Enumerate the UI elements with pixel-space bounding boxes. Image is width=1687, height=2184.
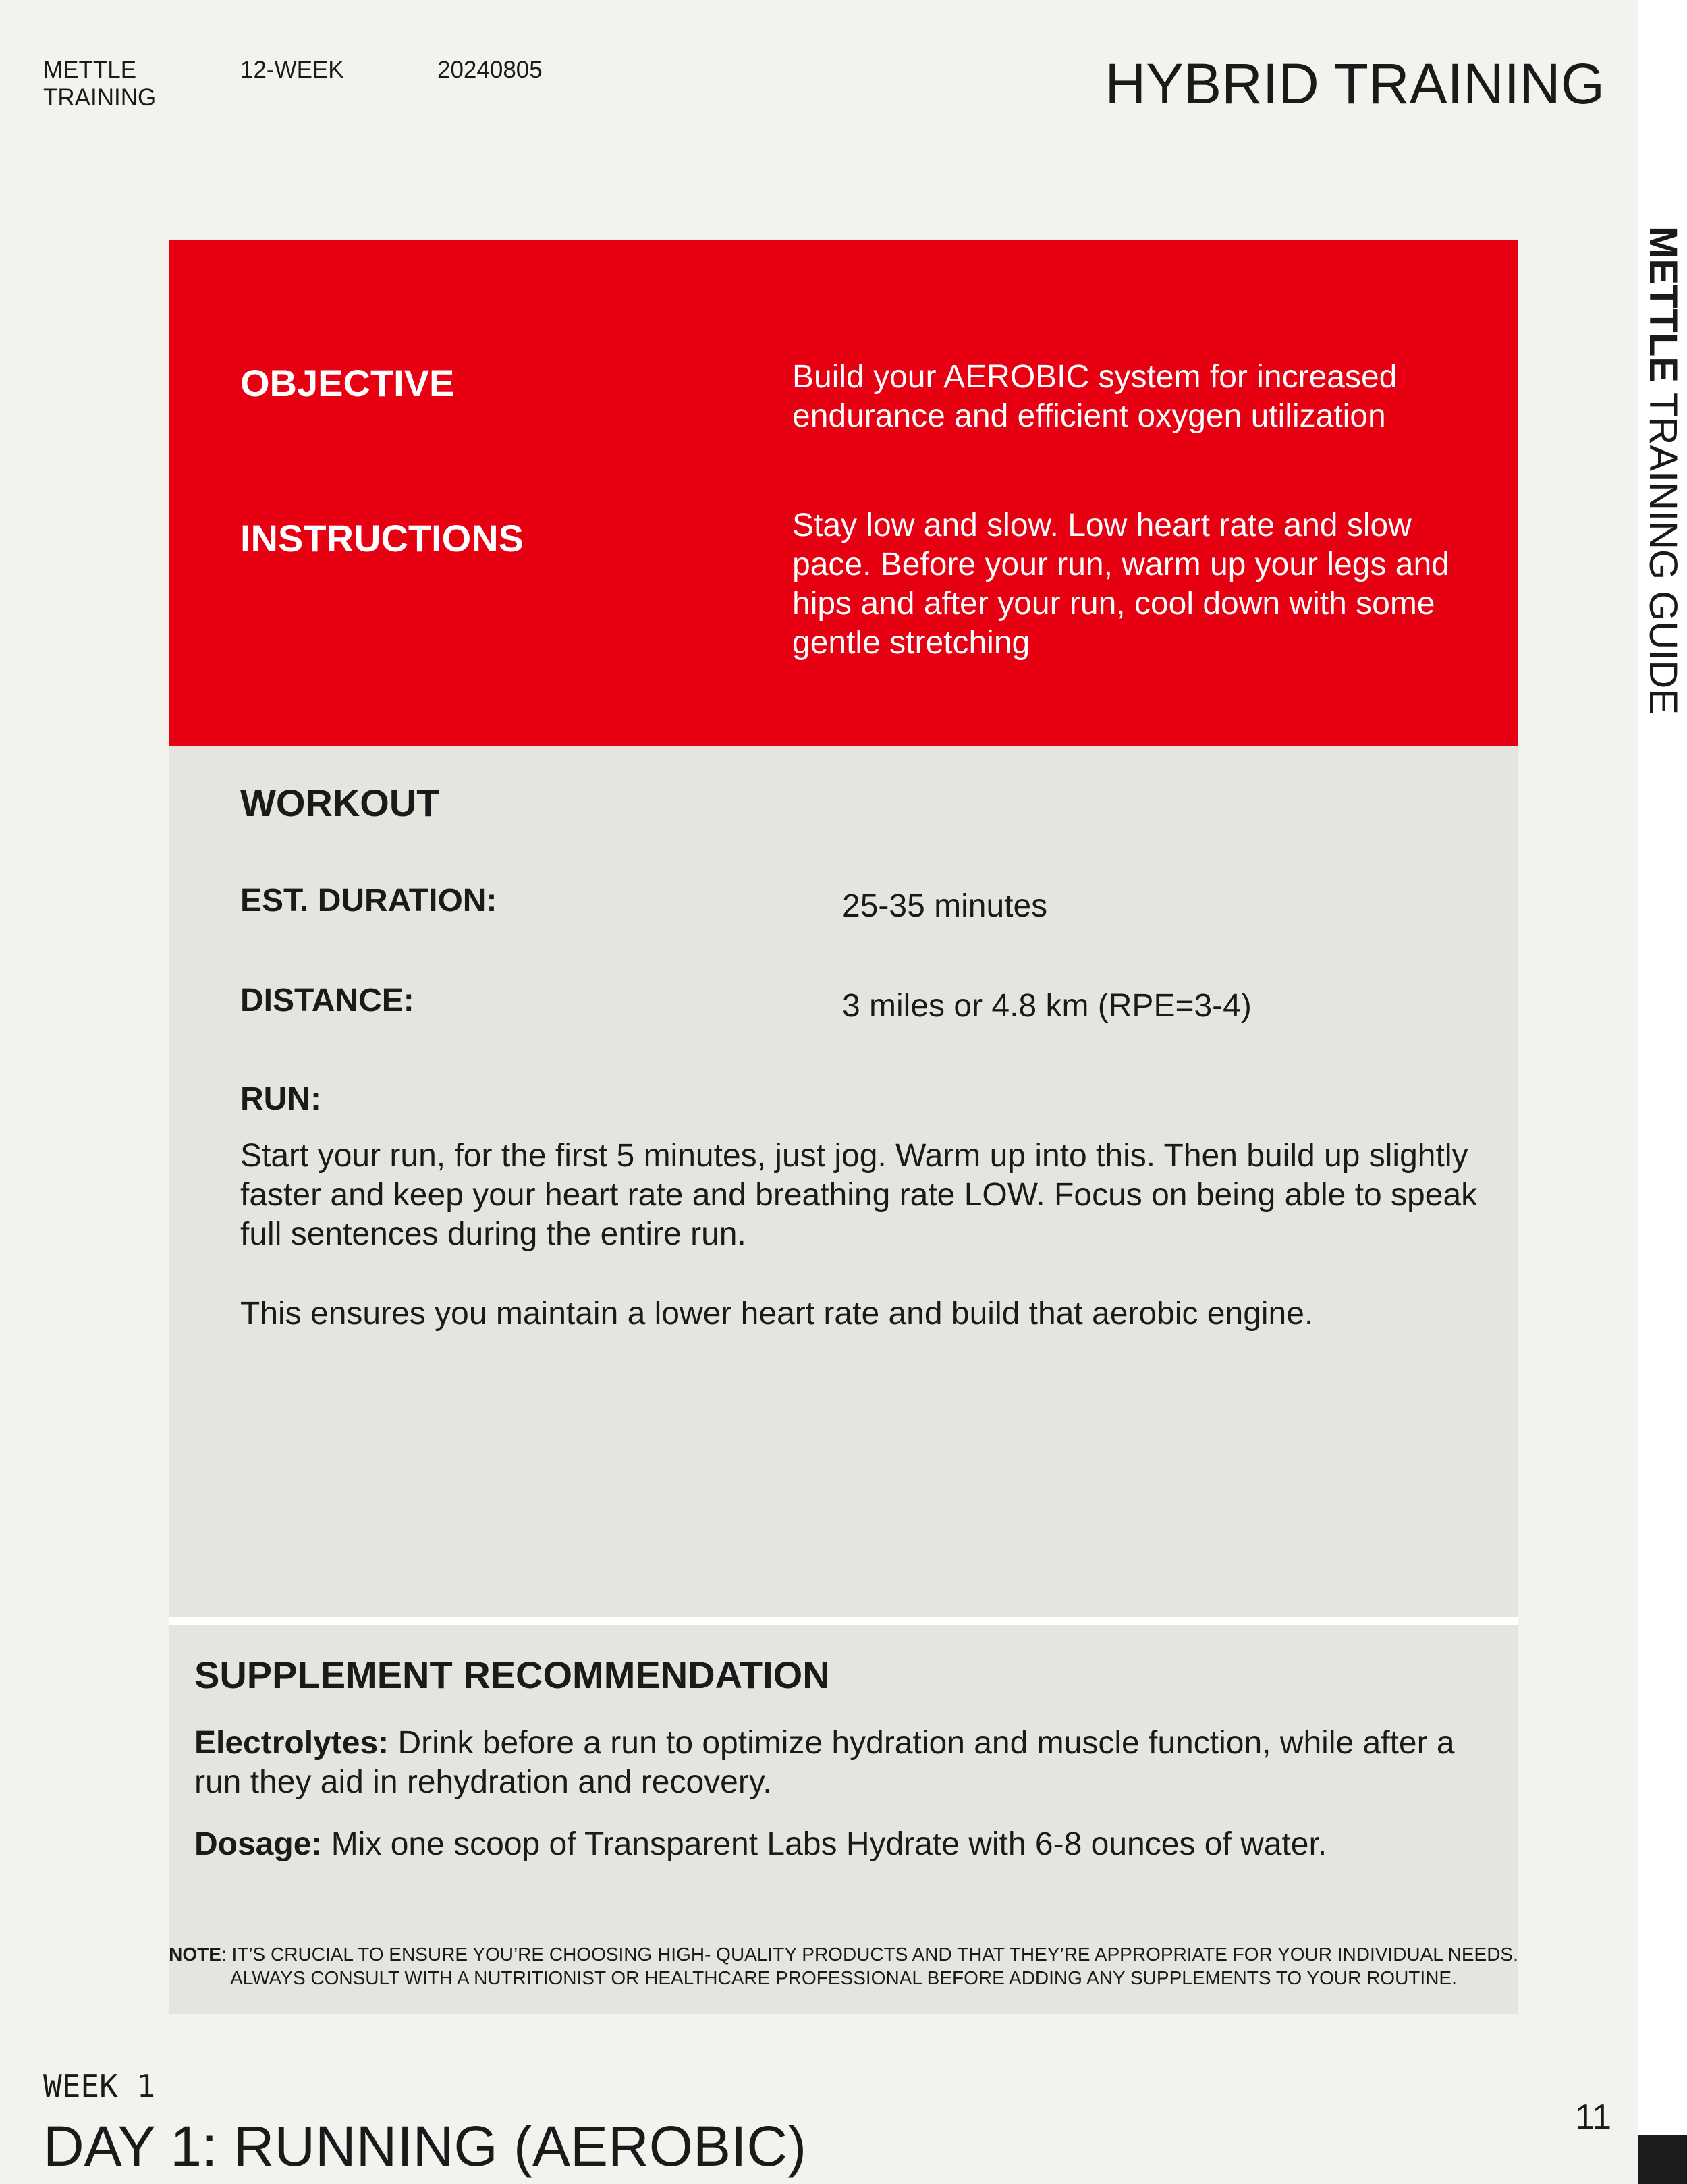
- header-program: 12-WEEK: [240, 57, 344, 83]
- header-brand: METTLE TRAINING: [43, 57, 157, 111]
- dosage-label: Dosage:: [194, 1826, 323, 1862]
- run-text: Start your run, for the first 5 minutes, just jog. Warm up into this. Then build up slightly faster and keep your heart rate and breathing rate LOW. Focus on being able to speak full sentences during the entire run.: [240, 1138, 1478, 1252]
- day-title: DAY 1: RUNNING (AEROBIC): [43, 2114, 807, 2178]
- header-title: HYBRID TRAINING: [1105, 52, 1605, 115]
- panel-divider: [169, 1617, 1518, 1625]
- side-guide-title: [1641, 226, 1685, 715]
- side-brand-bold: METTLE: [1641, 226, 1685, 383]
- workout-panel: [169, 746, 1518, 1617]
- header-code: 20240805: [437, 57, 543, 83]
- dosage-text: Mix one scoop of Transparent Labs Hydrate with 6-8 ounces of water.: [322, 1826, 1327, 1862]
- week-label: WEEK 1: [43, 2068, 156, 2104]
- objective-label: OBJECTIVE: [240, 362, 455, 404]
- distance-label: DISTANCE:: [240, 983, 414, 1018]
- dosage-paragraph: [194, 1825, 1490, 1864]
- corner-square-mark: [1638, 2135, 1687, 2184]
- supplement-note: [169, 1942, 1518, 1990]
- workout-heading: WORKOUT: [240, 782, 440, 824]
- duration-value: 25-35 minutes: [842, 888, 1048, 924]
- side-guide-text: TRAINING GUIDE: [1641, 382, 1685, 715]
- electrolytes-label: Electrolytes:: [194, 1725, 389, 1761]
- run-summary: This ensures you maintain a lower heart rate and build that aerobic engine.: [240, 1296, 1314, 1332]
- run-label: RUN:: [240, 1081, 321, 1117]
- instructions-text: Stay low and slow. Low heart rate and slow pace. Before your run, warm up your legs and hips and after your run, cool down with some gentle stretching: [792, 508, 1449, 661]
- supplement-panel: [169, 1625, 1518, 2014]
- page-number: 11: [1575, 2098, 1611, 2137]
- distance-value: 3 miles or 4.8 km (RPE=3-4): [842, 988, 1252, 1024]
- instructions-label: INSTRUCTIONS: [240, 517, 524, 559]
- objective-panel: [169, 240, 1518, 746]
- electrolytes-paragraph: [194, 1724, 1490, 1802]
- note-label: NOTE: [169, 1944, 221, 1965]
- objective-text: Build your AEROBIC system for increased endurance and efficient oxygen utilization: [792, 359, 1398, 434]
- supplement-heading: SUPPLEMENT RECOMMENDATION: [194, 1654, 830, 1696]
- duration-label: EST. DURATION:: [240, 883, 497, 919]
- note-text: : IT’S CRUCIAL TO ENSURE YOU’RE CHOOSING HIGH- QUALITY PRODUCTS AND THAT THEY’RE APPROPRIATE FOR YOUR INDIVIDUAL NEEDS. ALWAYS CONSULT WITH A NUTRITIONIST OR HEALTHCARE PROFESSIONAL BEFORE ADDING ANY SUPPLEMENTS TO YOUR ROUTINE.: [221, 1944, 1518, 1988]
- electrolytes-text: Drink before a run to optimize hydration and muscle function, while after a run they aid in rehydration and recovery.: [194, 1725, 1455, 1800]
